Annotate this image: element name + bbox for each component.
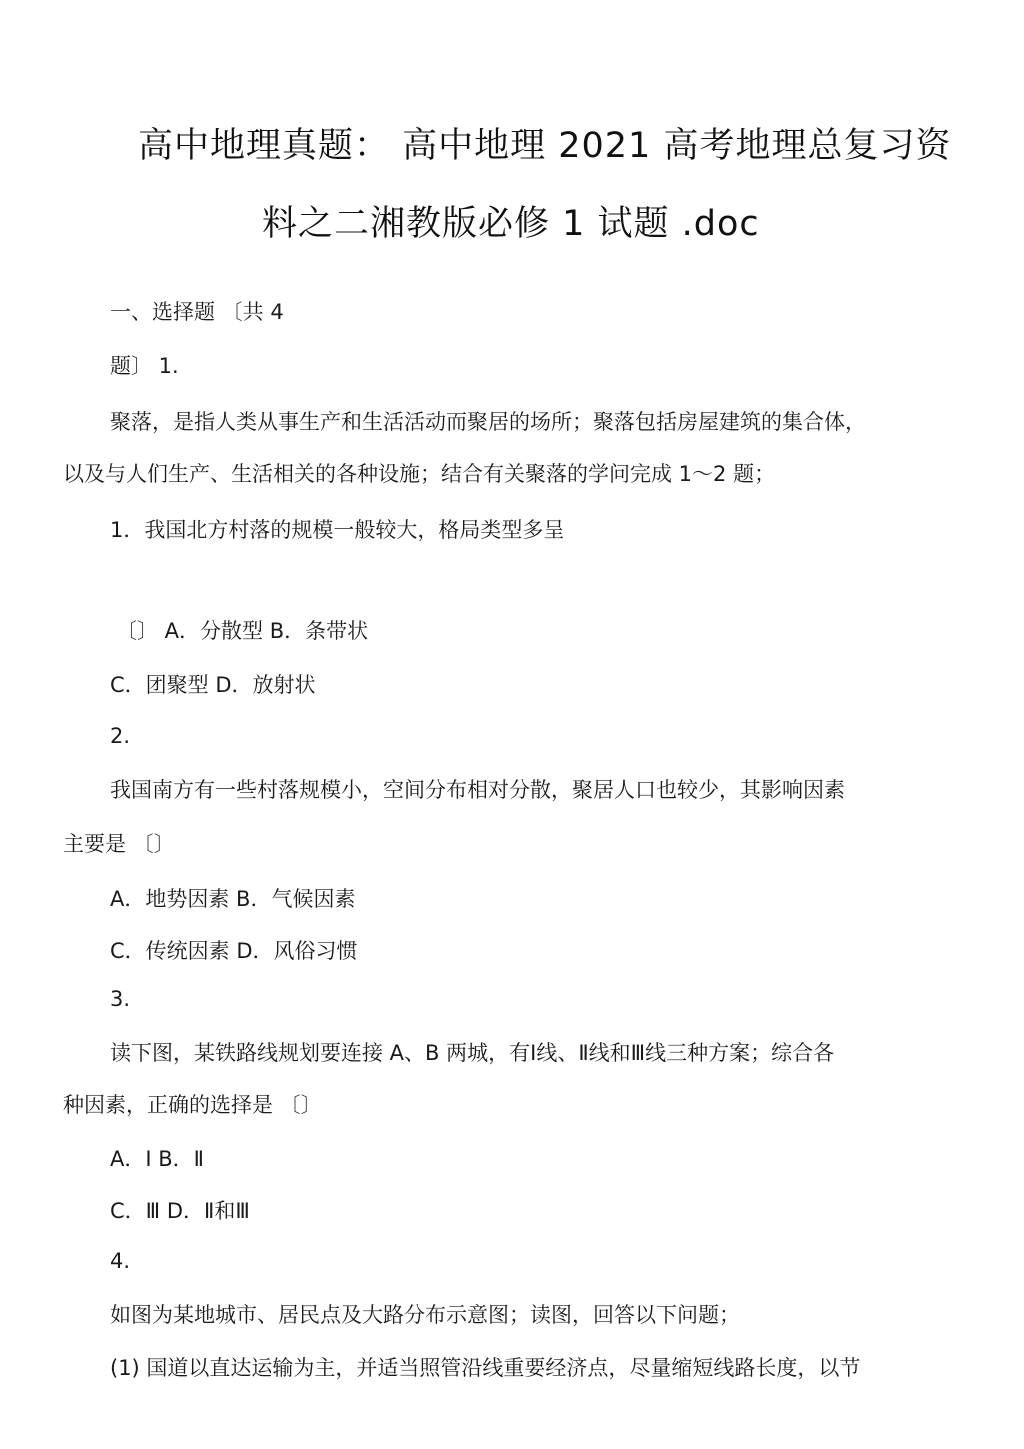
section-heading-part-2: 题〕 1. bbox=[110, 354, 179, 378]
question-3-stem-line-1: 读下图，某铁路线规划要连接 A、B 两城，有Ⅰ线、Ⅱ线和Ⅲ线三种方案；综合各 bbox=[110, 1041, 835, 1065]
question-1-stem: 1．我国北方村落的规模一般较大，格局类型多呈 bbox=[110, 518, 565, 542]
question-1-options-line-2: C．团聚型 D．放射状 bbox=[110, 673, 316, 697]
question-2-number: 2. bbox=[110, 724, 131, 748]
question-4-number: 4. bbox=[110, 1249, 131, 1273]
question-3-number: 3. bbox=[110, 987, 131, 1011]
document-title-line-2: 料之二湘教版必修 1 试题 .doc bbox=[262, 204, 760, 244]
document-title-line-1: 高中地理真题： 高中地理 2021 高考地理总复习资 bbox=[138, 126, 952, 166]
section-heading-part-1: 一、选择题 〔共 4 bbox=[110, 300, 284, 324]
question-4-subquestion-1: (1) 国道以直达运输为主，并适当照管沿线重要经济点，尽量缩短线路长度，以节 bbox=[110, 1356, 861, 1380]
intro-paragraph-line-1: 聚落，是指人类从事生产和生活活动而聚居的场所；聚落包括房屋建筑的集合体， bbox=[110, 410, 866, 434]
question-2-options-line-2: C．传统因素 D．风俗习惯 bbox=[110, 939, 358, 963]
question-3-options-line-1: A．Ⅰ B．Ⅱ bbox=[110, 1147, 204, 1171]
question-2-options-line-1: A．地势因素 B．气候因素 bbox=[110, 887, 356, 911]
question-4-stem: 如图为某地城市、居民点及大路分布示意图；读图，回答以下问题； bbox=[110, 1303, 740, 1327]
intro-paragraph-line-2: 以及与人们生产、生活相关的各种设施；结合有关聚落的学问完成 1～2 题； bbox=[63, 462, 776, 486]
question-2-stem-line-2: 主要是 〔〕 bbox=[63, 832, 175, 856]
question-1-options-line-1: 〔〕 A．分散型 B．条带状 bbox=[116, 619, 369, 643]
question-3-stem-line-2: 种因素，正确的选择是 〔〕 bbox=[63, 1093, 322, 1117]
question-2-stem-line-1: 我国南方有一些村落规模小，空间分布相对分散，聚居人口也较少，其影响因素 bbox=[110, 778, 845, 802]
question-3-options-line-2: C．Ⅲ D．Ⅱ和Ⅲ bbox=[110, 1199, 250, 1223]
